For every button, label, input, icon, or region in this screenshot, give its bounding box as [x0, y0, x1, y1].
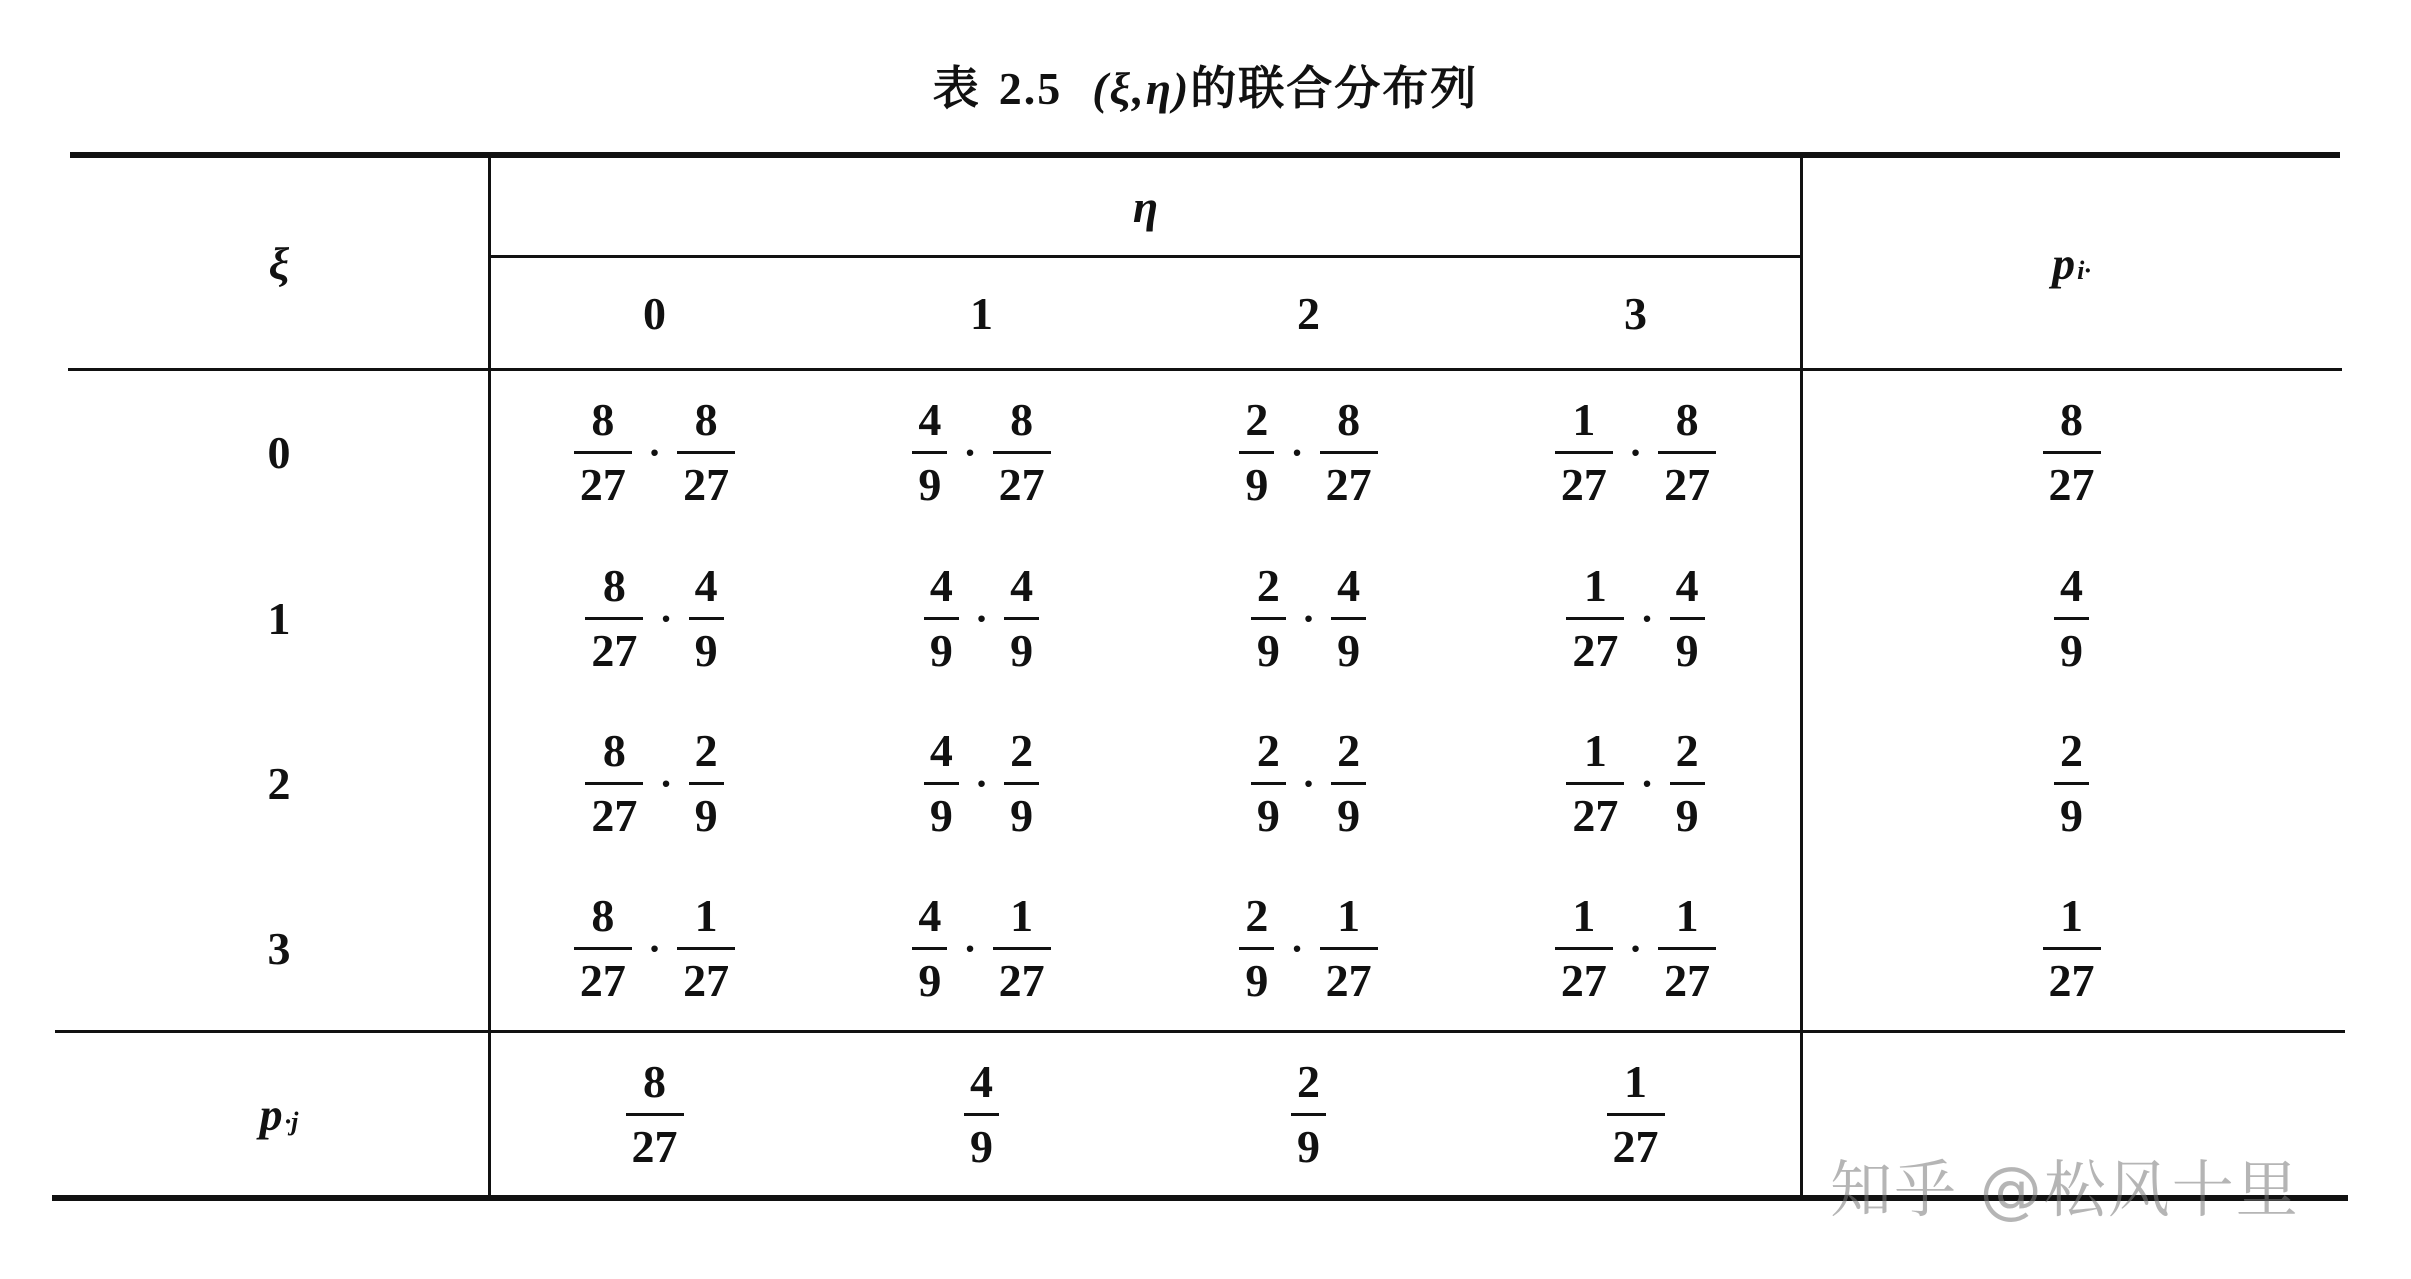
left-denominator: 9: [912, 947, 947, 1004]
cell-1-0: [491, 537, 818, 700]
right-numerator: 2: [694, 725, 718, 776]
right-fraction: [1331, 560, 1366, 676]
multiply-dot: ·: [1290, 926, 1304, 971]
product-expression: [1555, 890, 1716, 1006]
p-i-0: [1803, 371, 2340, 534]
row-header-3: [70, 867, 488, 1030]
row-header-label: 3: [267, 923, 291, 974]
right-numerator: 2: [1675, 725, 1699, 776]
right-numerator: 8: [694, 394, 718, 445]
cell-2-1: [818, 702, 1145, 865]
multiply-dot: ·: [1628, 926, 1643, 971]
p-i-sub: i·: [2077, 256, 2091, 285]
multiply-dot: ·: [659, 596, 673, 641]
left-fraction: [585, 560, 643, 676]
left-denominator: 27: [1555, 947, 1613, 1004]
col-header-1: [818, 258, 1145, 368]
left-denominator: 9: [924, 782, 959, 839]
product-expression: [912, 890, 1050, 1006]
p-i-fraction: [2043, 394, 2101, 510]
col-header-2: [1145, 258, 1472, 368]
left-denominator: 27: [574, 451, 632, 508]
p-j-denominator: 27: [1607, 1113, 1665, 1170]
col-header-label: 0: [643, 287, 666, 339]
cell-0-1: [818, 371, 1145, 534]
col-header-0: [491, 258, 818, 368]
right-denominator: 9: [1004, 782, 1039, 839]
product-expression: [912, 394, 1050, 510]
right-denominator: 27: [993, 947, 1051, 1004]
p-i-2: [1803, 702, 2340, 865]
multiply-dot: ·: [1640, 596, 1654, 641]
p-i-denominator: 27: [2043, 451, 2101, 508]
cell-3-0: [491, 867, 818, 1030]
left-numerator: 2: [1256, 560, 1280, 611]
product-expression: [1555, 394, 1716, 510]
right-denominator: 27: [677, 451, 735, 508]
p-i-numerator: 1: [2060, 890, 2083, 941]
product-expression: [1251, 725, 1366, 841]
row-var-header: [70, 158, 488, 368]
left-numerator: 2: [1245, 890, 1269, 941]
p-j-numerator: 4: [970, 1055, 993, 1107]
left-numerator: 4: [929, 560, 953, 611]
row-var-symbol: ξ: [268, 237, 290, 289]
multiply-dot: ·: [647, 430, 662, 475]
left-denominator: 27: [585, 617, 643, 674]
multiply-dot: ·: [1301, 596, 1316, 641]
p-j-denominator: 9: [964, 1113, 999, 1170]
right-numerator: 8: [1675, 394, 1699, 445]
p-i-main: p: [2052, 237, 2076, 289]
right-numerator: 1: [1337, 890, 1361, 941]
right-denominator: 27: [1320, 947, 1378, 1004]
p-j-fraction: [964, 1055, 999, 1172]
left-numerator: 4: [918, 394, 942, 445]
p-i-numerator: 8: [2060, 394, 2083, 445]
right-denominator: 9: [1331, 617, 1366, 674]
product-expression: [1566, 725, 1704, 841]
p-i-denominator: 27: [2043, 947, 2101, 1004]
cell-2-3: [1472, 702, 1799, 865]
left-fraction: [1555, 890, 1613, 1006]
right-fraction: [993, 394, 1051, 510]
cell-0-2: [1145, 371, 1472, 534]
right-numerator: 8: [1010, 394, 1034, 445]
table-caption: [0, 52, 2411, 118]
product-expression: [924, 560, 1039, 676]
left-numerator: 2: [1245, 394, 1269, 445]
p-i-fraction: [2054, 560, 2089, 676]
right-fraction: [1320, 890, 1378, 1006]
left-denominator: 9: [1239, 451, 1274, 508]
right-fraction: [689, 725, 724, 841]
row-header-label: 1: [267, 593, 291, 644]
product-expression: [585, 560, 723, 676]
caption-vars: (ξ,η): [1092, 63, 1191, 114]
right-numerator: 1: [694, 890, 718, 941]
left-fraction: [1239, 890, 1274, 1006]
cell-2-2: [1145, 702, 1472, 865]
left-fraction: [912, 394, 947, 510]
right-numerator: 4: [694, 560, 718, 611]
left-fraction: [1555, 394, 1613, 510]
p-j-3: [1472, 1033, 1799, 1195]
left-denominator: 9: [924, 617, 959, 674]
right-fraction: [1670, 560, 1705, 676]
right-numerator: 1: [1675, 890, 1699, 941]
col-header-label: 1: [970, 287, 993, 339]
p-j-numerator: 8: [643, 1055, 666, 1107]
product-expression: [1566, 560, 1704, 676]
left-numerator: 2: [1256, 725, 1280, 776]
right-numerator: 4: [1675, 560, 1699, 611]
p-i-numerator: 4: [2060, 560, 2083, 611]
left-fraction: [912, 890, 947, 1006]
left-denominator: 9: [1239, 947, 1274, 1004]
product-expression: [574, 890, 735, 1006]
multiply-dot: ·: [647, 926, 662, 971]
right-fraction: [1004, 560, 1039, 676]
left-fraction: [585, 725, 643, 841]
col-header-3: [1472, 258, 1799, 368]
p-i-1: [1803, 537, 2340, 700]
left-numerator: 1: [1572, 890, 1596, 941]
right-denominator: 27: [677, 947, 735, 1004]
p-j-denominator: 27: [626, 1113, 684, 1170]
caption-label: 表: [932, 63, 981, 114]
right-numerator: 4: [1337, 560, 1361, 611]
col-var-header: [491, 158, 1800, 255]
right-denominator: 27: [1658, 947, 1716, 1004]
left-numerator: 4: [918, 890, 942, 941]
multiply-dot: ·: [963, 430, 977, 475]
cell-3-3: [1472, 867, 1799, 1030]
multiply-dot: ·: [974, 761, 989, 806]
left-numerator: 8: [602, 725, 626, 776]
multiply-dot: ·: [659, 761, 673, 806]
cell-0-3: [1472, 371, 1799, 534]
right-numerator: 1: [1010, 890, 1034, 941]
right-fraction: [677, 890, 735, 1006]
cell-1-3: [1472, 537, 1799, 700]
left-fraction: [1239, 394, 1274, 510]
p-i-fraction: [2043, 890, 2101, 1006]
caption-number: 2.5: [998, 63, 1063, 114]
product-expression: [1239, 890, 1377, 1006]
p-j-fraction: [1291, 1055, 1326, 1172]
left-numerator: 8: [591, 394, 615, 445]
left-denominator: 27: [585, 782, 643, 839]
right-fraction: [1320, 394, 1378, 510]
right-fraction: [1658, 890, 1716, 1006]
right-numerator: 8: [1337, 394, 1361, 445]
cell-3-2: [1145, 867, 1472, 1030]
row-header-0: [70, 371, 488, 534]
p-i-denominator: 9: [2054, 782, 2089, 839]
right-fraction: [1670, 725, 1705, 841]
p-j-denominator: 9: [1291, 1113, 1326, 1170]
p-i-header: [1803, 158, 2340, 368]
left-denominator: 9: [1251, 782, 1286, 839]
right-denominator: 27: [1658, 451, 1716, 508]
right-denominator: 9: [1331, 782, 1366, 839]
left-fraction: [1251, 725, 1286, 841]
right-numerator: 2: [1010, 725, 1034, 776]
col-header-label: 3: [1624, 287, 1647, 339]
right-denominator: 9: [1004, 617, 1039, 674]
right-fraction: [1004, 725, 1039, 841]
row-header-2: [70, 702, 488, 865]
p-i-numerator: 2: [2060, 725, 2083, 776]
left-numerator: 8: [602, 560, 626, 611]
p-j-fraction: [626, 1055, 684, 1172]
right-fraction: [689, 560, 724, 676]
left-denominator: 27: [574, 947, 632, 1004]
product-expression: [585, 725, 723, 841]
multiply-dot: ·: [1640, 761, 1654, 806]
right-denominator: 27: [993, 451, 1051, 508]
col-header-label: 2: [1297, 287, 1320, 339]
product-expression: [924, 725, 1039, 841]
left-fraction: [1566, 560, 1624, 676]
p-j-fraction: [1607, 1055, 1665, 1172]
p-j-0: [491, 1033, 818, 1195]
row-header-label: 2: [267, 758, 291, 809]
right-fraction: [677, 394, 735, 510]
caption-text: 的联合分布列: [1190, 63, 1479, 114]
watermark: 知乎 @松风十里: [1830, 1153, 2300, 1226]
cell-1-1: [818, 537, 1145, 700]
right-fraction: [993, 890, 1051, 1006]
left-numerator: 1: [1583, 560, 1607, 611]
product-expression: [574, 394, 735, 510]
cell-1-2: [1145, 537, 1472, 700]
p-j-2: [1145, 1033, 1472, 1195]
cell-3-1: [818, 867, 1145, 1030]
right-denominator: 27: [1320, 451, 1378, 508]
p-i-fraction: [2054, 725, 2089, 841]
row-header-label: 0: [267, 427, 291, 478]
p-i-denominator: 9: [2054, 617, 2089, 674]
left-fraction: [574, 394, 632, 510]
right-denominator: 9: [1670, 617, 1705, 674]
right-denominator: 9: [689, 617, 724, 674]
left-denominator: 9: [1251, 617, 1286, 674]
multiply-dot: ·: [1628, 430, 1643, 475]
p-j-numerator: 2: [1297, 1055, 1320, 1107]
product-expression: [1239, 394, 1377, 510]
p-i-3: [1803, 867, 2340, 1030]
cell-0-0: [491, 371, 818, 534]
row-header-1: [70, 537, 488, 700]
left-fraction: [574, 890, 632, 1006]
p-j-main: p: [259, 1088, 283, 1140]
right-denominator: 9: [1670, 782, 1705, 839]
multiply-dot: ·: [974, 596, 989, 641]
left-fraction: [924, 725, 959, 841]
col-var-symbol: η: [1132, 181, 1159, 232]
left-fraction: [1566, 725, 1624, 841]
p-j-sub: ·j: [284, 1107, 299, 1136]
left-denominator: 27: [1555, 451, 1613, 508]
left-numerator: 1: [1583, 725, 1607, 776]
right-fraction: [1658, 394, 1716, 510]
left-fraction: [924, 560, 959, 676]
multiply-dot: ·: [963, 926, 977, 971]
p-j-1: [818, 1033, 1145, 1195]
right-fraction: [1331, 725, 1366, 841]
left-numerator: 1: [1572, 394, 1596, 445]
p-j-numerator: 1: [1624, 1055, 1647, 1107]
left-numerator: 8: [591, 890, 615, 941]
multiply-dot: ·: [1290, 430, 1304, 475]
multiply-dot: ·: [1301, 761, 1316, 806]
left-denominator: 27: [1566, 782, 1624, 839]
left-numerator: 4: [929, 725, 953, 776]
cell-2-0: [491, 702, 818, 865]
right-numerator: 2: [1337, 725, 1361, 776]
left-denominator: 9: [912, 451, 947, 508]
right-numerator: 4: [1010, 560, 1034, 611]
right-denominator: 9: [689, 782, 724, 839]
left-fraction: [1251, 560, 1286, 676]
product-expression: [1251, 560, 1366, 676]
p-j-header: [70, 1033, 488, 1195]
left-denominator: 27: [1566, 617, 1624, 674]
